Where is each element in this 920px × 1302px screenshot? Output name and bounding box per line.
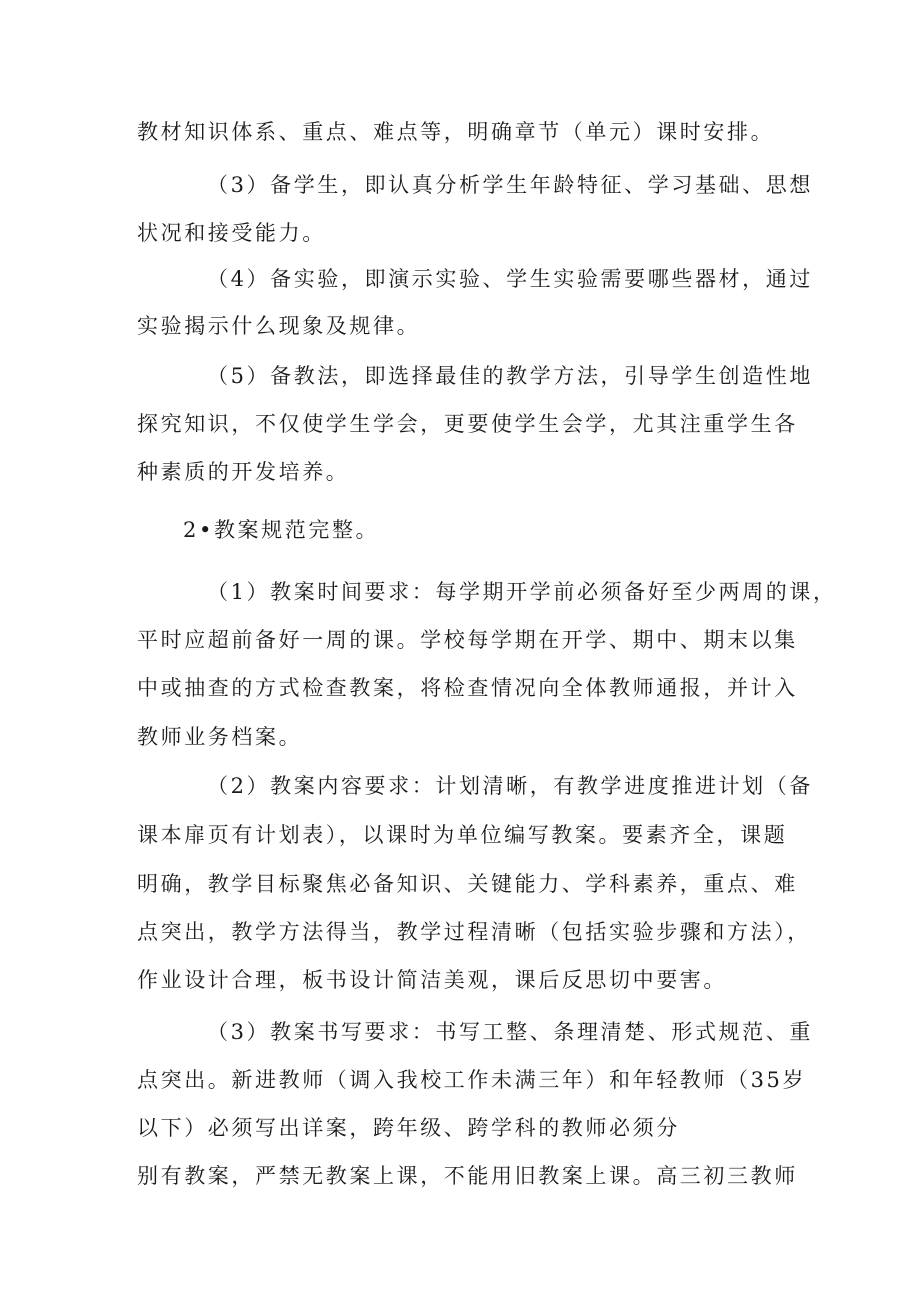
text-line: 种素质的开发培养。: [137, 460, 350, 484]
text-line: 状况和接受能力。: [137, 221, 326, 245]
section-heading: 2•教案规范完整。: [183, 518, 380, 542]
text-line: 平时应超前备好一周的课。学校每学期在开学、期中、期末以集: [137, 628, 798, 652]
text-line: 实验揭示什么现象及规律。: [137, 314, 421, 338]
text-line: （5）备教法，即选择最佳的教学方法，引导学生创造性地: [207, 364, 813, 388]
text-line: 探究知识，不仅使学生学会，更要使学生会学，尤其注重学生各: [137, 412, 798, 436]
text-line: （3）备学生，即认真分析学生年龄特征、学习基础、思想: [207, 173, 813, 197]
text-line: 教师业务档案。: [137, 725, 303, 749]
text-line: （1）教案时间要求：每学期开学前必须备好至少两周的课，: [207, 580, 837, 604]
text-line: 教材知识体系、重点、难点等，明确章节（单元）课时安排。: [137, 120, 775, 144]
text-line: 点突出，教学方法得当，教学过程清晰（包括实验步骤和方法），: [137, 920, 811, 944]
text-line: （4）备实验，即演示实验、学生实验需要哪些器材，通过: [207, 267, 813, 291]
text-line: 明确，教学目标聚焦必备知识、关键能力、学科素养，重点、难: [137, 872, 798, 896]
text-line: 别有教案，严禁无教案上课，不能用旧教案上课。高三初三教师: [137, 1164, 798, 1188]
text-line: 作业设计合理，板书设计简洁美观，课后反思切中要害。: [137, 968, 727, 992]
text-line: （2）教案内容要求：计划清晰，有教学进度推进计划（备: [207, 774, 813, 798]
text-line: 点突出。新进教师（调入我校工作未满三年）和年轻教师（35岁: [137, 1068, 807, 1092]
text-line: 以下）必须写出详案，跨年级、跨学科的教师必须分: [137, 1116, 680, 1140]
text-line: 课本扉页有计划表），以课时为单位编写教案。要素齐全，课题: [137, 823, 788, 847]
text-line: （3）教案书写要求：书写工整、条理清楚、形式规范、重: [207, 1020, 813, 1044]
text-line: 中或抽查的方式检查教案，将检查情况向全体教师通报，并计入: [137, 676, 798, 700]
